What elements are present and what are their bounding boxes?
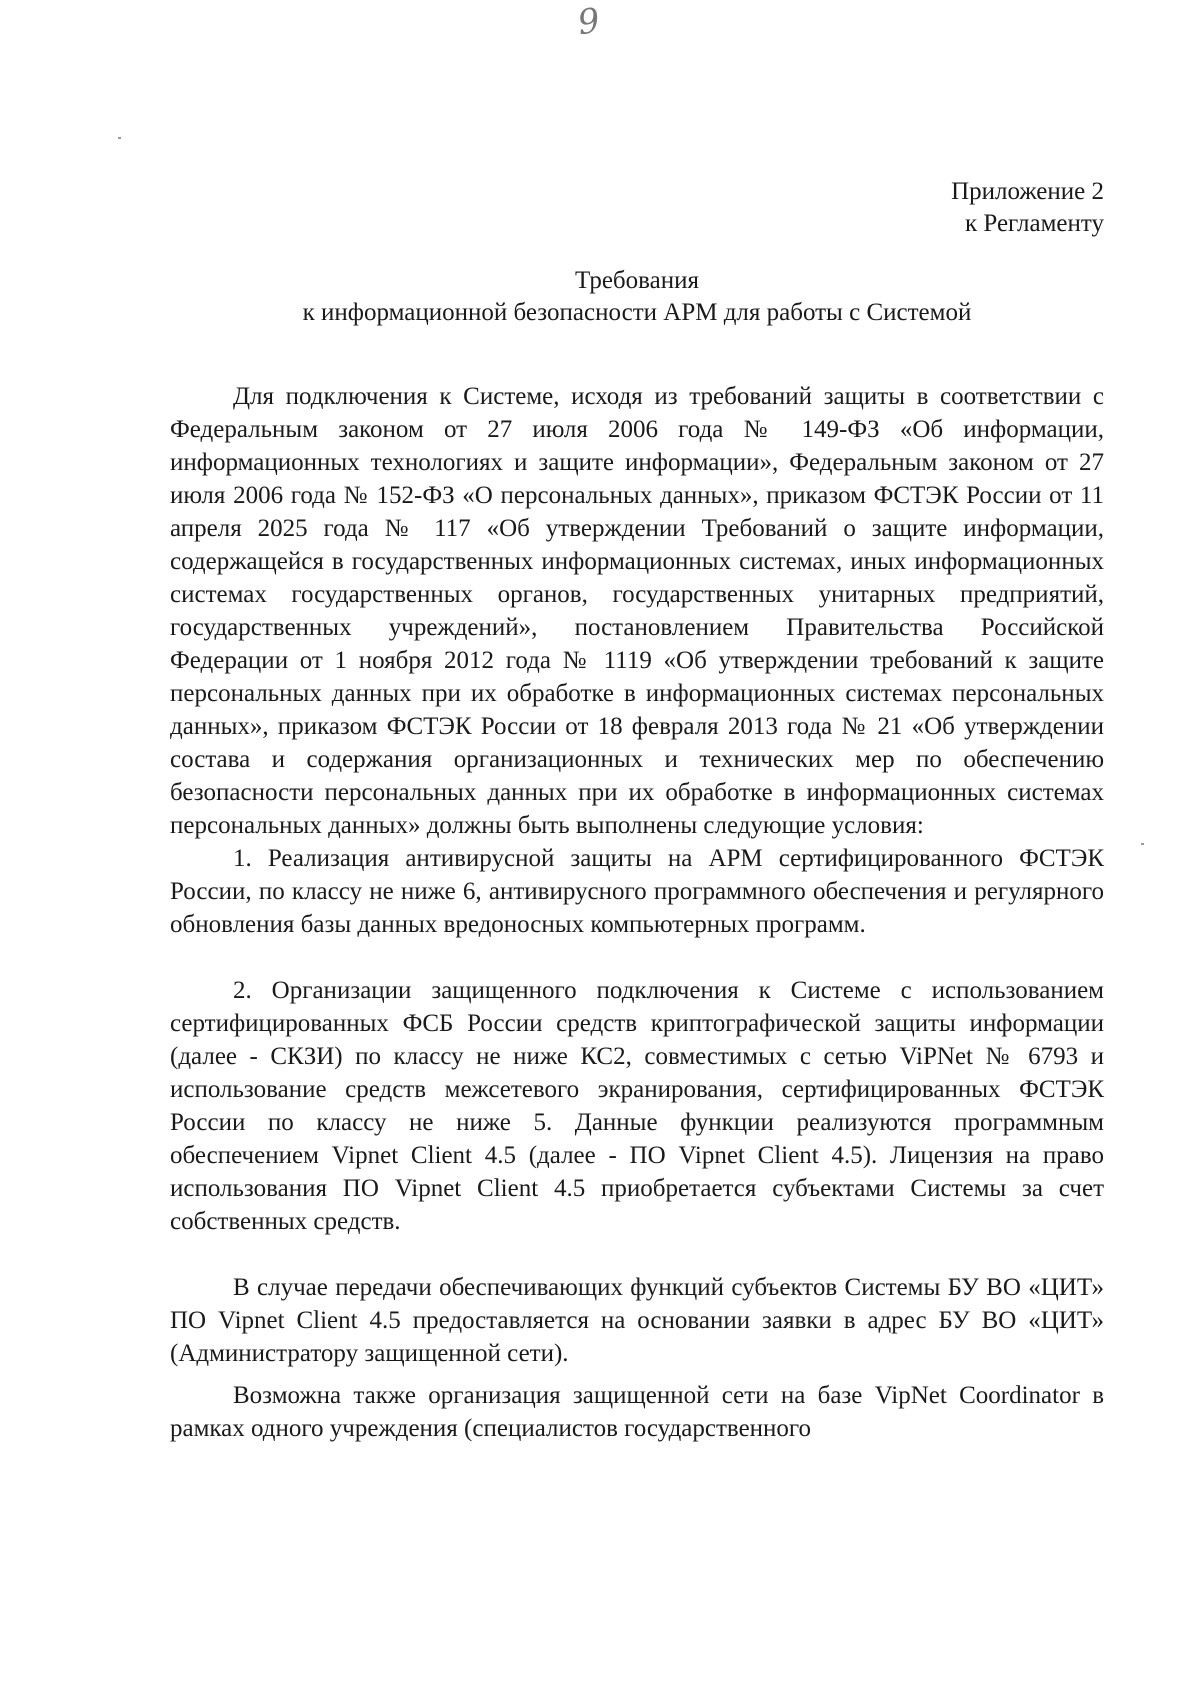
appendix-line-2: к Регламенту xyxy=(964,210,1104,237)
transfer-paragraph: В случае передачи обеспечивающих функций субъектов Системы БУ ВО «ЦИТ» ПО Vipnet Client 4.5 предоставляется на основании заявки в адрес БУ ВО «ЦИТ» (Администратору защищенной сети). xyxy=(170,1274,1104,1367)
appendix-reference xyxy=(951,176,1104,240)
list-item xyxy=(170,974,1104,1238)
list-item-number: 2. xyxy=(233,977,252,1004)
list-item-number: 1. xyxy=(233,845,252,872)
appendix-line-1: Приложение 2 xyxy=(951,178,1104,205)
document-body xyxy=(170,380,1104,1445)
handwritten-page-number: 9 xyxy=(575,0,603,44)
coordinator-paragraph: Возможна также организация защищенной сети на базе VipNet Coordinator в рамках одного учреждения (специалистов государственного xyxy=(170,1382,1104,1442)
document-title xyxy=(170,265,1104,329)
title-line-2: к информационной безопасности АРМ для работы с Системой xyxy=(302,299,972,326)
title-line-1: Требования xyxy=(575,267,699,294)
list-item-text: Реализация антивирусной защиты на АРМ сертифицированного ФСТЭК России, по классу не ниже 6, антивирусного программного обеспечения и регулярного обновления базы данных вредоносных компьютерных программ. xyxy=(170,845,1104,938)
list-item xyxy=(170,842,1104,941)
scan-speck xyxy=(1141,843,1144,845)
intro-paragraph: Для подключения к Системе, исходя из требований защиты в соответствии с Федеральным законом от 27 июля 2006 года № 149-ФЗ «Об информации, информационных технологиях и защите информации», Федеральным законом от 27 июля 2006 года № 152-ФЗ «О персональных данных», приказом ФСТЭК России от 11 апреля 2025 года № 117 «Об утверждении Требований о защите информации, содержащейся в государственных информационных системах, иных информационных системах государственных органов, государственных унитарных предприятий, государственных учреждений», постановлением Правительства Российской Федерации от 1 ноября 2012 года № 1119 «Об утверждении требований к защите персональных данных при их обработке в информационных системах персональных данных», приказом ФСТЭК России от 18 февраля 2013 года № 21 «Об утверждении состава и содержания организационных и технических мер по обеспечению безопасности персональных данных при их обработке в информационных системах персональных данных» должны быть выполнены следующие условия: xyxy=(170,383,1104,839)
list-item-text: Организации защищенного подключения к Системе с использованием сертифицированных ФСБ России средств криптографической защиты информации (далее - СКЗИ) по классу не ниже КС2, совместимых с сетью ViPNet № 6793 и использование средств межсетевого экранирования, сертифицированных ФСТЭК России по классу не ниже 5. Данные функции реализуются программным обеспечением Vipnet Client 4.5 (далее - ПО Vipnet Client 4.5). Лицензия на право использования ПО Vipnet Client 4.5 приобретается субъектами Системы за счет собственных средств. xyxy=(170,977,1105,1235)
scan-speck xyxy=(118,137,121,139)
